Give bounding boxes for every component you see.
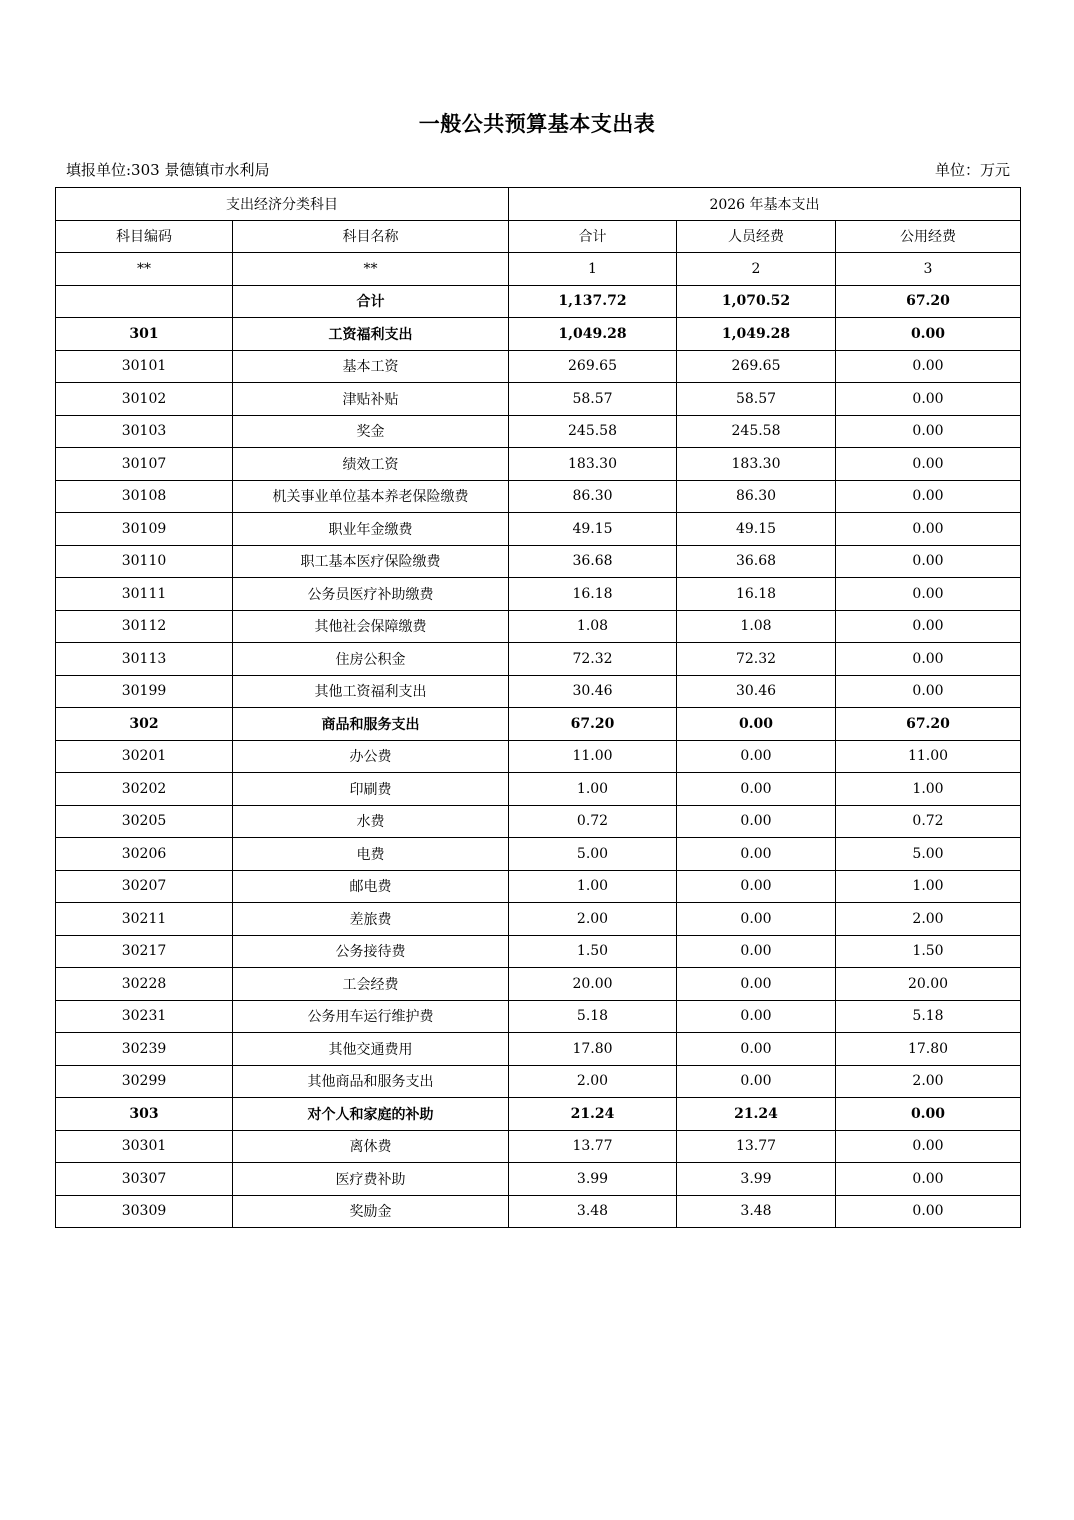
row-public-cell: 1.50 — [836, 935, 1021, 968]
column-header-public: 公用经费 — [836, 220, 1021, 253]
column-header-total: 合计 — [509, 220, 677, 253]
row-public-cell: 0.00 — [836, 513, 1021, 546]
row-name-cell: 离休费 — [233, 1130, 509, 1163]
group-header-classification: 支出经济分类科目 — [56, 188, 509, 221]
row-public-cell: 2.00 — [836, 1065, 1021, 1098]
row-personnel-cell: 0.00 — [677, 870, 836, 903]
row-code-cell: 30228 — [56, 968, 233, 1001]
row-personnel-cell: 36.68 — [677, 545, 836, 578]
row-name-cell: 其他社会保障缴费 — [233, 610, 509, 643]
row-code-cell: 30207 — [56, 870, 233, 903]
row-name-cell: 电费 — [233, 838, 509, 871]
row-total-cell: 245.58 — [509, 415, 677, 448]
row-total-cell: 1.08 — [509, 610, 677, 643]
table-row — [56, 1065, 1021, 1098]
row-personnel-cell: 0.00 — [677, 805, 836, 838]
row-personnel-cell: 16.18 — [677, 578, 836, 611]
row-personnel-cell: 1,049.28 — [677, 318, 836, 351]
row-total-cell: 1.50 — [509, 935, 677, 968]
row-name-cell: 奖金 — [233, 415, 509, 448]
row-total-cell: 16.18 — [509, 578, 677, 611]
table-row — [56, 415, 1021, 448]
row-name-cell: 奖励金 — [233, 1195, 509, 1228]
row-total-cell: 183.30 — [509, 448, 677, 481]
row-code-cell: 30113 — [56, 643, 233, 676]
row-name-cell: 公务接待费 — [233, 935, 509, 968]
table-row — [56, 1000, 1021, 1033]
row-code-cell: 30205 — [56, 805, 233, 838]
reporting-unit: 填报单位:303 景德镇市水利局 — [66, 161, 270, 179]
row-public-cell: 0.00 — [836, 318, 1021, 351]
row-personnel-cell: 0.00 — [677, 1000, 836, 1033]
row-code-cell: 30239 — [56, 1033, 233, 1066]
row-total-cell: 3.99 — [509, 1163, 677, 1196]
row-name-cell: 印刷费 — [233, 773, 509, 806]
table-row — [56, 480, 1021, 513]
row-name-cell: 工会经费 — [233, 968, 509, 1001]
row-name-cell: 职业年金缴费 — [233, 513, 509, 546]
row-name-cell: 绩效工资 — [233, 448, 509, 481]
row-public-cell: 5.00 — [836, 838, 1021, 871]
row-name-cell: 其他工资福利支出 — [233, 675, 509, 708]
budget-table — [55, 187, 1021, 1228]
row-code-cell: 301 — [56, 318, 233, 351]
row-public-cell: 5.18 — [836, 1000, 1021, 1033]
currency-unit: 单位：万元 — [934, 161, 1010, 179]
row-name-cell: 工资福利支出 — [233, 318, 509, 351]
column-header-code: 科目编码 — [56, 220, 233, 253]
row-name-cell: 水费 — [233, 805, 509, 838]
row-public-cell: 0.00 — [836, 1195, 1021, 1228]
row-total-cell: 21.24 — [509, 1098, 677, 1131]
table-row — [56, 773, 1021, 806]
row-code-cell: 30199 — [56, 675, 233, 708]
row-name-cell: 职工基本医疗保险缴费 — [233, 545, 509, 578]
row-total-cell: 30.46 — [509, 675, 677, 708]
row-total-cell: 11.00 — [509, 740, 677, 773]
table-row — [56, 448, 1021, 481]
row-total-cell: 5.18 — [509, 1000, 677, 1033]
row-total-cell: 67.20 — [509, 708, 677, 741]
row-personnel-cell: 0.00 — [677, 968, 836, 1001]
row-personnel-cell: 0.00 — [677, 935, 836, 968]
row-personnel-cell: 86.30 — [677, 480, 836, 513]
row-personnel-cell: 245.58 — [677, 415, 836, 448]
table-row — [56, 578, 1021, 611]
table-subtotal-row — [56, 318, 1021, 351]
row-name-cell: 其他交通费用 — [233, 1033, 509, 1066]
row-personnel-cell: 21.24 — [677, 1098, 836, 1131]
row-total-cell: 2.00 — [509, 1065, 677, 1098]
row-name-cell: 商品和服务支出 — [233, 708, 509, 741]
row-code-cell: 30307 — [56, 1163, 233, 1196]
row-public-cell: 0.00 — [836, 415, 1021, 448]
row-public-cell: 0.00 — [836, 545, 1021, 578]
row-public-cell: 0.00 — [836, 350, 1021, 383]
row-code-cell: 30309 — [56, 1195, 233, 1228]
row-total-cell: 2.00 — [509, 903, 677, 936]
row-code-cell: 30201 — [56, 740, 233, 773]
column-header-personnel: 人员经费 — [677, 220, 836, 253]
row-personnel-cell: 0.00 — [677, 773, 836, 806]
row-code-cell — [56, 285, 233, 318]
row-public-cell: 1.00 — [836, 773, 1021, 806]
index-cell: 3 — [836, 253, 1021, 286]
row-code-cell: 30231 — [56, 1000, 233, 1033]
table-subtotal-row — [56, 1098, 1021, 1131]
index-row — [56, 253, 1021, 286]
column-header-row — [56, 220, 1021, 253]
row-total-cell: 72.32 — [509, 643, 677, 676]
row-code-cell: 303 — [56, 1098, 233, 1131]
row-total-cell: 0.72 — [509, 805, 677, 838]
row-public-cell: 0.00 — [836, 610, 1021, 643]
row-code-cell: 30111 — [56, 578, 233, 611]
row-public-cell: 0.72 — [836, 805, 1021, 838]
row-public-cell: 0.00 — [836, 675, 1021, 708]
table-row — [56, 805, 1021, 838]
row-name-cell: 公务用车运行维护费 — [233, 1000, 509, 1033]
index-cell: ** — [56, 253, 233, 286]
table-row — [56, 675, 1021, 708]
column-header-name: 科目名称 — [233, 220, 509, 253]
table-subtotal-row — [56, 285, 1021, 318]
table-row — [56, 1033, 1021, 1066]
group-header-basic-expenditure: 2026 年基本支出 — [509, 188, 1021, 221]
row-personnel-cell: 1,070.52 — [677, 285, 836, 318]
row-code-cell: 30107 — [56, 448, 233, 481]
row-code-cell: 30103 — [56, 415, 233, 448]
table-row — [56, 513, 1021, 546]
row-total-cell: 86.30 — [509, 480, 677, 513]
row-name-cell: 合计 — [233, 285, 509, 318]
row-name-cell: 津贴补贴 — [233, 383, 509, 416]
row-name-cell: 其他商品和服务支出 — [233, 1065, 509, 1098]
row-public-cell: 0.00 — [836, 1130, 1021, 1163]
row-public-cell: 0.00 — [836, 643, 1021, 676]
table-row — [56, 1163, 1021, 1196]
index-cell: ** — [233, 253, 509, 286]
row-total-cell: 5.00 — [509, 838, 677, 871]
row-name-cell: 机关事业单位基本养老保险缴费 — [233, 480, 509, 513]
row-total-cell: 3.48 — [509, 1195, 677, 1228]
row-public-cell: 2.00 — [836, 903, 1021, 936]
row-code-cell: 30211 — [56, 903, 233, 936]
row-code-cell: 302 — [56, 708, 233, 741]
row-name-cell: 差旅费 — [233, 903, 509, 936]
row-code-cell: 30110 — [56, 545, 233, 578]
row-total-cell: 1.00 — [509, 870, 677, 903]
row-personnel-cell: 0.00 — [677, 903, 836, 936]
row-code-cell: 30299 — [56, 1065, 233, 1098]
table-row — [56, 968, 1021, 1001]
table-row — [56, 740, 1021, 773]
table-row — [56, 643, 1021, 676]
row-public-cell: 0.00 — [836, 448, 1021, 481]
row-code-cell: 30206 — [56, 838, 233, 871]
row-personnel-cell: 30.46 — [677, 675, 836, 708]
table-row — [56, 610, 1021, 643]
table-row — [56, 838, 1021, 871]
row-total-cell: 1,137.72 — [509, 285, 677, 318]
row-name-cell: 医疗费补助 — [233, 1163, 509, 1196]
row-name-cell: 公务员医疗补助缴费 — [233, 578, 509, 611]
table-row — [56, 870, 1021, 903]
table-row — [56, 935, 1021, 968]
index-cell: 1 — [509, 253, 677, 286]
row-total-cell: 49.15 — [509, 513, 677, 546]
row-total-cell: 1,049.28 — [509, 318, 677, 351]
table-row — [56, 1195, 1021, 1228]
row-name-cell: 对个人和家庭的补助 — [233, 1098, 509, 1131]
row-personnel-cell: 0.00 — [677, 740, 836, 773]
row-name-cell: 基本工资 — [233, 350, 509, 383]
row-personnel-cell: 3.99 — [677, 1163, 836, 1196]
row-name-cell: 邮电费 — [233, 870, 509, 903]
row-code-cell: 30202 — [56, 773, 233, 806]
row-total-cell: 58.57 — [509, 383, 677, 416]
row-total-cell: 1.00 — [509, 773, 677, 806]
table-row — [56, 1130, 1021, 1163]
table-row — [56, 545, 1021, 578]
row-code-cell: 30217 — [56, 935, 233, 968]
row-public-cell: 0.00 — [836, 1098, 1021, 1131]
row-public-cell: 67.20 — [836, 285, 1021, 318]
row-personnel-cell: 49.15 — [677, 513, 836, 546]
row-personnel-cell: 269.65 — [677, 350, 836, 383]
row-personnel-cell: 1.08 — [677, 610, 836, 643]
row-public-cell: 0.00 — [836, 578, 1021, 611]
row-public-cell: 11.00 — [836, 740, 1021, 773]
row-total-cell: 13.77 — [509, 1130, 677, 1163]
row-code-cell: 30109 — [56, 513, 233, 546]
row-personnel-cell: 58.57 — [677, 383, 836, 416]
row-code-cell: 30108 — [56, 480, 233, 513]
index-cell: 2 — [677, 253, 836, 286]
row-public-cell: 0.00 — [836, 383, 1021, 416]
row-total-cell: 36.68 — [509, 545, 677, 578]
table-row — [56, 903, 1021, 936]
row-code-cell: 30102 — [56, 383, 233, 416]
row-personnel-cell: 0.00 — [677, 838, 836, 871]
row-total-cell: 17.80 — [509, 1033, 677, 1066]
row-name-cell: 住房公积金 — [233, 643, 509, 676]
row-name-cell: 办公费 — [233, 740, 509, 773]
row-public-cell: 17.80 — [836, 1033, 1021, 1066]
row-public-cell: 67.20 — [836, 708, 1021, 741]
row-personnel-cell: 3.48 — [677, 1195, 836, 1228]
table-row — [56, 383, 1021, 416]
row-public-cell: 20.00 — [836, 968, 1021, 1001]
table-row — [56, 350, 1021, 383]
row-personnel-cell: 72.32 — [677, 643, 836, 676]
row-code-cell: 30301 — [56, 1130, 233, 1163]
table-subtotal-row — [56, 708, 1021, 741]
row-personnel-cell: 0.00 — [677, 708, 836, 741]
row-total-cell: 269.65 — [509, 350, 677, 383]
page-title: 一般公共预算基本支出表 — [418, 111, 656, 136]
row-personnel-cell: 0.00 — [677, 1065, 836, 1098]
row-personnel-cell: 183.30 — [677, 448, 836, 481]
row-public-cell: 0.00 — [836, 1163, 1021, 1196]
row-code-cell: 30112 — [56, 610, 233, 643]
row-total-cell: 20.00 — [509, 968, 677, 1001]
row-public-cell: 0.00 — [836, 480, 1021, 513]
row-code-cell: 30101 — [56, 350, 233, 383]
row-public-cell: 1.00 — [836, 870, 1021, 903]
row-personnel-cell: 13.77 — [677, 1130, 836, 1163]
group-header-row — [56, 188, 1021, 221]
row-personnel-cell: 0.00 — [677, 1033, 836, 1066]
